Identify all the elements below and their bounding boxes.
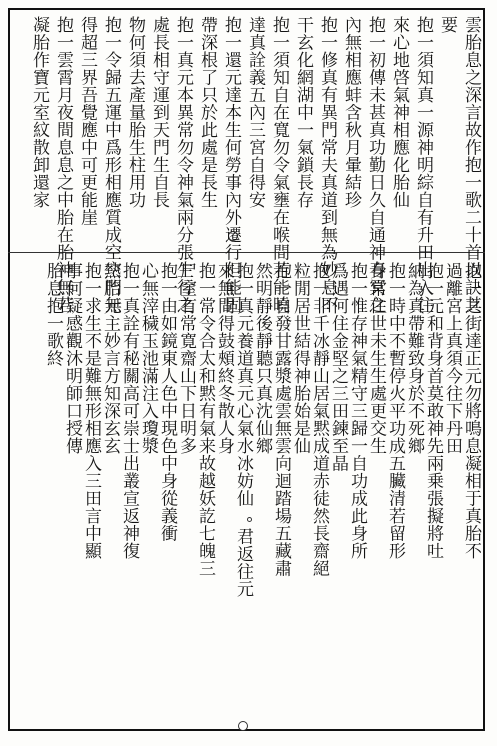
text-column-top: 達真詮義五內三宮自得安 bbox=[245, 16, 265, 209]
text-column-top: 雲胎息之深言故作抱一歌二十首以訣其 bbox=[461, 16, 481, 314]
text-column-top: 要 bbox=[437, 16, 457, 34]
text-column-top: 抱一真元本異常勿令神氣兩分張生行之 bbox=[173, 16, 193, 314]
text-column-top: 抱一令歸五運中爲形相應質成空空門無 bbox=[101, 16, 121, 314]
text-column-bottom: 粒閒居世結得神胎始是仙 bbox=[290, 262, 310, 455]
text-column-bottom: 抱一惟存神氣精守三歸一自功成此身所 bbox=[347, 262, 367, 560]
text-column-bottom: 抱一自發甘露漿處雲無雲向迴踏場五藏肅 bbox=[271, 262, 291, 577]
text-column-top: 抱一修真有異門常夫真道到無為妙息不 bbox=[317, 16, 337, 314]
text-column-top: 凝胎作寶元室紋散卸還家 bbox=[29, 16, 49, 209]
text-column-bottom: 尸窒有常寛齋山下日明多 bbox=[176, 262, 196, 455]
text-column-bottom: 抱一元和背身首莫敢神先兩乗張擬將吐 bbox=[423, 262, 443, 560]
text-column-bottom: 熱胎元主妙言方知深玄玄 bbox=[100, 262, 120, 455]
text-column-bottom: 爲遇何住金堅之三田鍊至晶 bbox=[328, 262, 348, 472]
text-column-top: 帶深根了只於此處是長生 bbox=[197, 16, 217, 209]
text-column-top: 抱一雲霄月夜間息息之中胎在胎神無若 bbox=[53, 16, 73, 314]
text-column-bottom: 過離宮上真須今往下丹田 bbox=[442, 262, 462, 455]
text-column-bottom: 納為真帶難致身於不死鄉 bbox=[404, 262, 424, 455]
text-column-bottom: 事何疑感觀沐明師口授傳 bbox=[62, 262, 82, 455]
text-column-bottom: 來無間得鼓頰終冬散人身 bbox=[214, 262, 234, 455]
text-column-bottom: 抱一非千冰靜山居氣黙成道赤徒然長齋絕 bbox=[309, 262, 329, 577]
text-column-bottom: 抱一真元養道真元心氣水冰妨仙 君返往元 bbox=[233, 262, 253, 598]
text-column-top: 抱一須知真一源神明綜自有升田出入往 bbox=[413, 16, 433, 314]
text-column-top: 物何須去產量胎生柱用功 bbox=[125, 16, 145, 209]
text-column-top: 來心地啓氣神相應化胎仙 bbox=[389, 16, 409, 209]
text-column-top: 抱一須知自在寬勿令氣壅在喉間若能曉 bbox=[269, 16, 289, 314]
text-column-top: 內無相應蚌含秋月暈結珍 bbox=[341, 16, 361, 209]
text-column-bottom: 抱一真詮有秘關高可崇士出叢宣返神復 bbox=[119, 262, 139, 560]
text-column-top: 干玄化網湖中一氣鎖長存 bbox=[293, 16, 313, 209]
text-column-bottom: 然明靜後靜聽只真沈仙鄉 bbox=[252, 262, 272, 455]
text-column-bottom: 抱一常令合太和黙有氣来故越妖訖七魄三 bbox=[195, 262, 215, 577]
text-column-top: 抱一初傳未甚真功勤日久自通神春冥之 bbox=[365, 16, 385, 314]
text-column-top: 抱一還元達本生何勞事內外遷行但能固 bbox=[221, 16, 241, 314]
text-column-bottom: 抱一之街達正元勿將鳴息凝相于真胎不 bbox=[461, 262, 481, 560]
text-column-bottom: 抱一由如鏡東人色中現色中身從義衝 bbox=[157, 262, 177, 542]
text-column-bottom: 抱一求生不是難無形相應入三田言中顯 bbox=[81, 262, 101, 560]
text-column-bottom: 心無滓穢玉池滿注入瓊漿 bbox=[138, 262, 158, 455]
text-column-bottom: 身常住世未生生處更交生 bbox=[366, 262, 386, 455]
binding-hole-bottom bbox=[238, 721, 248, 731]
text-column-top: 得超三界吾覺應中可更能崖 bbox=[77, 16, 97, 226]
text-column-bottom: 胎息抱一歌終 bbox=[43, 262, 63, 367]
text-column-bottom: 抱一時中不暫停火平功成五臟清若留形 bbox=[385, 262, 405, 560]
text-column-top: 處長相守運到天門生自長 bbox=[149, 16, 169, 209]
